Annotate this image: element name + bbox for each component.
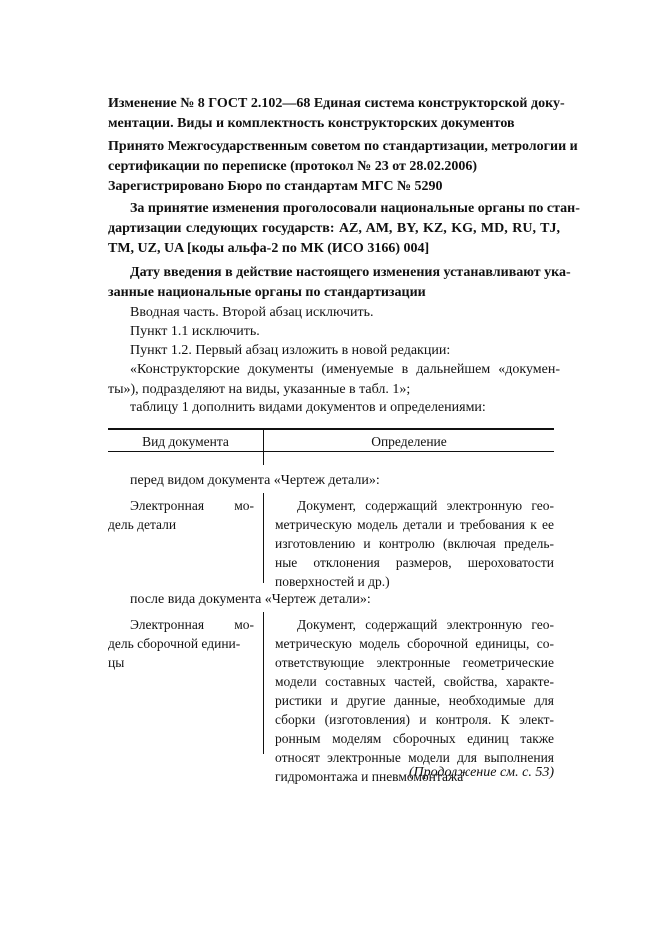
item-1-2: Пункт 1.2. Первый абзац изложить в новой редакции:: [130, 343, 451, 358]
row1-divider: [263, 493, 264, 583]
table-top-rule: [108, 428, 554, 430]
continuation-note: (Продолжение см. с. 53): [408, 765, 554, 780]
registered-statement: Зарегистрировано Бюро по стандартам МГС № 5290: [108, 179, 443, 194]
effective-date-statement: Дату введения в действие настоящего изменения устанавливают ука- занные национальные органы по стандартизации: [108, 265, 571, 300]
table-header-type: Вид документа: [142, 434, 229, 449]
table-note: таблицу 1 дополнить видами документов и определениями:: [130, 400, 486, 415]
table-header-rule: [108, 451, 554, 452]
row2-divider: [263, 612, 264, 754]
intro-paragraph: Вводная часть. Второй абзац исключить.: [130, 305, 374, 320]
after-chertezh-label: после вида документа «Чертеж детали»:: [130, 592, 371, 607]
table-header-definition: Определение: [371, 434, 447, 449]
row1-definition: Документ, содержащий электронную гео- метрическую модель детали и требования к ее изготовлению и контролю (включая предель- ные отклонения размеров, шероховатости поверхностей и др.): [275, 498, 554, 589]
row2-type: Электронная мо- дель сборочной едини- цы: [108, 617, 254, 670]
adopted-statement: Принято Межгосударственным советом по стандартизации, метрологии и сертификации по переписке (протокол № 23 от 28.02.2006): [108, 139, 578, 174]
voted-statement: За принятие изменения проголосовали национальные органы по стан- дартизации следующих государств: AZ, AM, BY, KZ, KG, MD, RU, TJ, TM, UZ, UA [коды альфа-2 по МК (ИСО 3166) 004]: [108, 201, 580, 256]
row1-type: Электронная мо- дель детали: [108, 498, 254, 532]
quote-paragraph: «Конструкторские документы (именуемые в дальнейшем «докумен- ты»), подразделяют на виды, указанные в табл. 1»;: [108, 362, 560, 397]
amendment-title: Изменение № 8 ГОСТ 2.102—68 Единая система конструкторской доку- ментации. Виды и комплектность конструкторских документов: [108, 96, 565, 131]
item-1-1: Пункт 1.1 исключить.: [130, 324, 260, 339]
row2-definition: Документ, содержащий электронную гео- метрическую модель сборочной единицы, со- ответствующие электронные геометрические модели составных частей, свойства, характе- ристики и другие данные, необходимые для сборки (изготовления) и контроля. К элект- ронным моделям сборочных единиц также относят электронные модели для выполнения гидромонтажа и пневмомонтажа: [275, 617, 554, 784]
before-chertezh-label: перед видом документа «Чертеж детали»:: [130, 473, 380, 488]
